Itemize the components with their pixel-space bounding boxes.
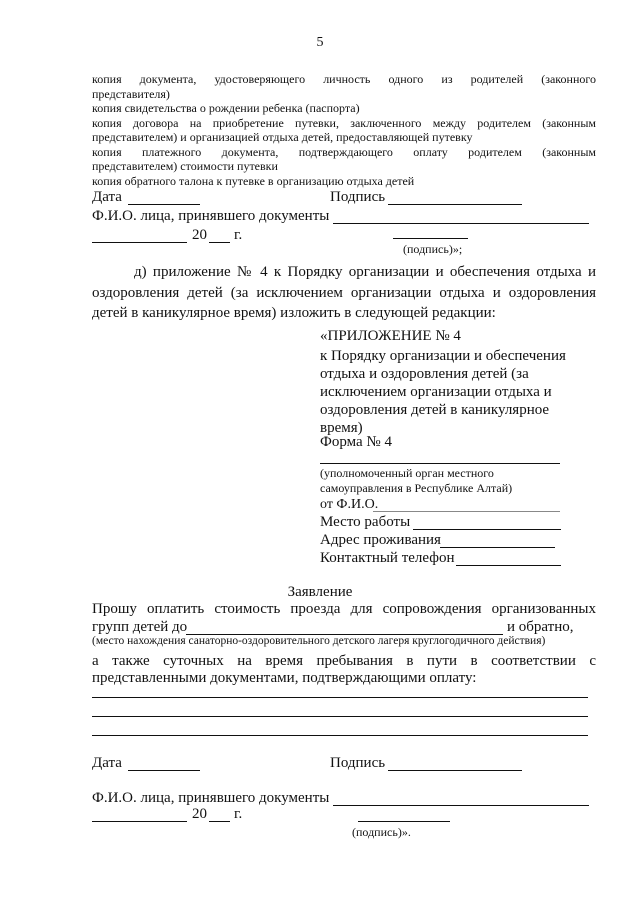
signature-caption: (подпись)». xyxy=(352,825,411,839)
appendix-line: отдыха и оздоровления детей (за xyxy=(320,366,529,382)
year-suffix: г. xyxy=(234,227,243,243)
appendix-heading: «ПРИЛОЖЕНИЕ № 4 xyxy=(320,328,461,344)
authority-caption: (уполномоченный орган местного xyxy=(320,466,494,480)
blank-line[interactable] xyxy=(92,735,588,736)
statement-line: а также суточных на время пребывания в пути в соответствии с xyxy=(92,653,596,669)
address-label: Адрес проживания xyxy=(320,532,441,548)
date-label: Дата xyxy=(92,755,122,771)
year-suffix: г. xyxy=(234,806,243,822)
blank-line[interactable] xyxy=(92,716,588,717)
signature-field[interactable] xyxy=(388,204,522,205)
address-field[interactable] xyxy=(440,547,555,548)
authority-caption: самоуправления в Республике Алтай) xyxy=(320,481,513,495)
appendix-line: к Порядку организации и обеспечения xyxy=(320,348,566,364)
list-item: представителя) xyxy=(92,86,170,101)
date-label: Дата xyxy=(92,189,122,205)
appendix-line: время) xyxy=(320,420,363,436)
work-label: Место работы xyxy=(320,514,411,530)
form-label: Форма № 4 xyxy=(320,434,392,450)
documents-list xyxy=(92,72,596,188)
fio-label: Ф.И.О. лица, принявшего документы xyxy=(92,208,330,224)
year-field[interactable] xyxy=(209,821,230,822)
blank-line[interactable] xyxy=(92,697,588,698)
work-field[interactable] xyxy=(413,529,561,530)
statement-line: Прошу оплатить стоимость проезда для сопровождения организованных xyxy=(92,601,596,617)
list-item: копия свидетельства о рождении ребенка (паспорта) xyxy=(92,101,360,115)
list-item: копия документа, удостоверяющего личность одного из родителей (законного xyxy=(92,72,596,86)
year-prefix: 20 xyxy=(192,806,207,822)
statement-line-end: и обратно, xyxy=(507,619,574,635)
from-field[interactable] xyxy=(373,511,560,512)
page-number: 5 xyxy=(316,35,324,50)
date-field[interactable] xyxy=(128,770,200,771)
signature-field[interactable] xyxy=(388,770,522,771)
year-prefix: 20 xyxy=(192,227,207,243)
from-label: от Ф.И.О. xyxy=(320,497,379,512)
authority-field[interactable] xyxy=(320,463,560,464)
signature-line[interactable] xyxy=(393,238,468,239)
list-item: копия договора на приобретение путевки, заключенного между родителем (законным xyxy=(92,115,596,130)
signature-label: Подпись xyxy=(330,755,386,771)
signature-caption: (подпись)»; xyxy=(403,242,463,256)
statement-line-start: групп детей до xyxy=(92,619,188,635)
list-item: представителем) стоимости путевки xyxy=(92,159,278,173)
phone-field[interactable] xyxy=(456,565,561,566)
fio-label: Ф.И.О. лица, принявшего документы xyxy=(92,790,330,806)
signature-label: Подпись xyxy=(330,189,386,205)
date-field[interactable] xyxy=(128,204,200,205)
statement-title: Заявление xyxy=(287,584,353,600)
place-caption: (место нахождения санаторно-оздоровительного детского лагеря круглогодичного действия) xyxy=(92,635,546,647)
appendix-line: оздоровления детей в каникулярное xyxy=(320,402,550,418)
appendix-reference xyxy=(320,347,570,437)
appendix-line: исключением организации отдыха и xyxy=(320,384,552,400)
list-item: копия платежного документа, подтверждающего оплату родителем (законным xyxy=(92,144,596,159)
statement-line: представленными документами, подтверждающими оплату: xyxy=(92,670,477,686)
fio-field[interactable] xyxy=(333,223,589,224)
day-month-field[interactable] xyxy=(92,821,187,822)
list-item: копия обратного талона к путевке в организацию отдыха детей xyxy=(92,173,415,188)
signature-line[interactable] xyxy=(358,821,450,822)
list-item: представителем) и организацией отдыха детей, предоставляющей путевку xyxy=(92,130,473,144)
year-field[interactable] xyxy=(209,242,230,243)
amendment-paragraph: д) приложение № 4 к Порядку организации и обеспечения отдыха и оздоровления детей (за исключением организации отдыха и оздоровления детей в каникулярное время) изложить в следующей редакции: xyxy=(92,264,596,321)
day-month-field[interactable] xyxy=(92,242,187,243)
phone-label: Контактный телефон xyxy=(320,550,455,566)
fio-field[interactable] xyxy=(333,805,589,806)
